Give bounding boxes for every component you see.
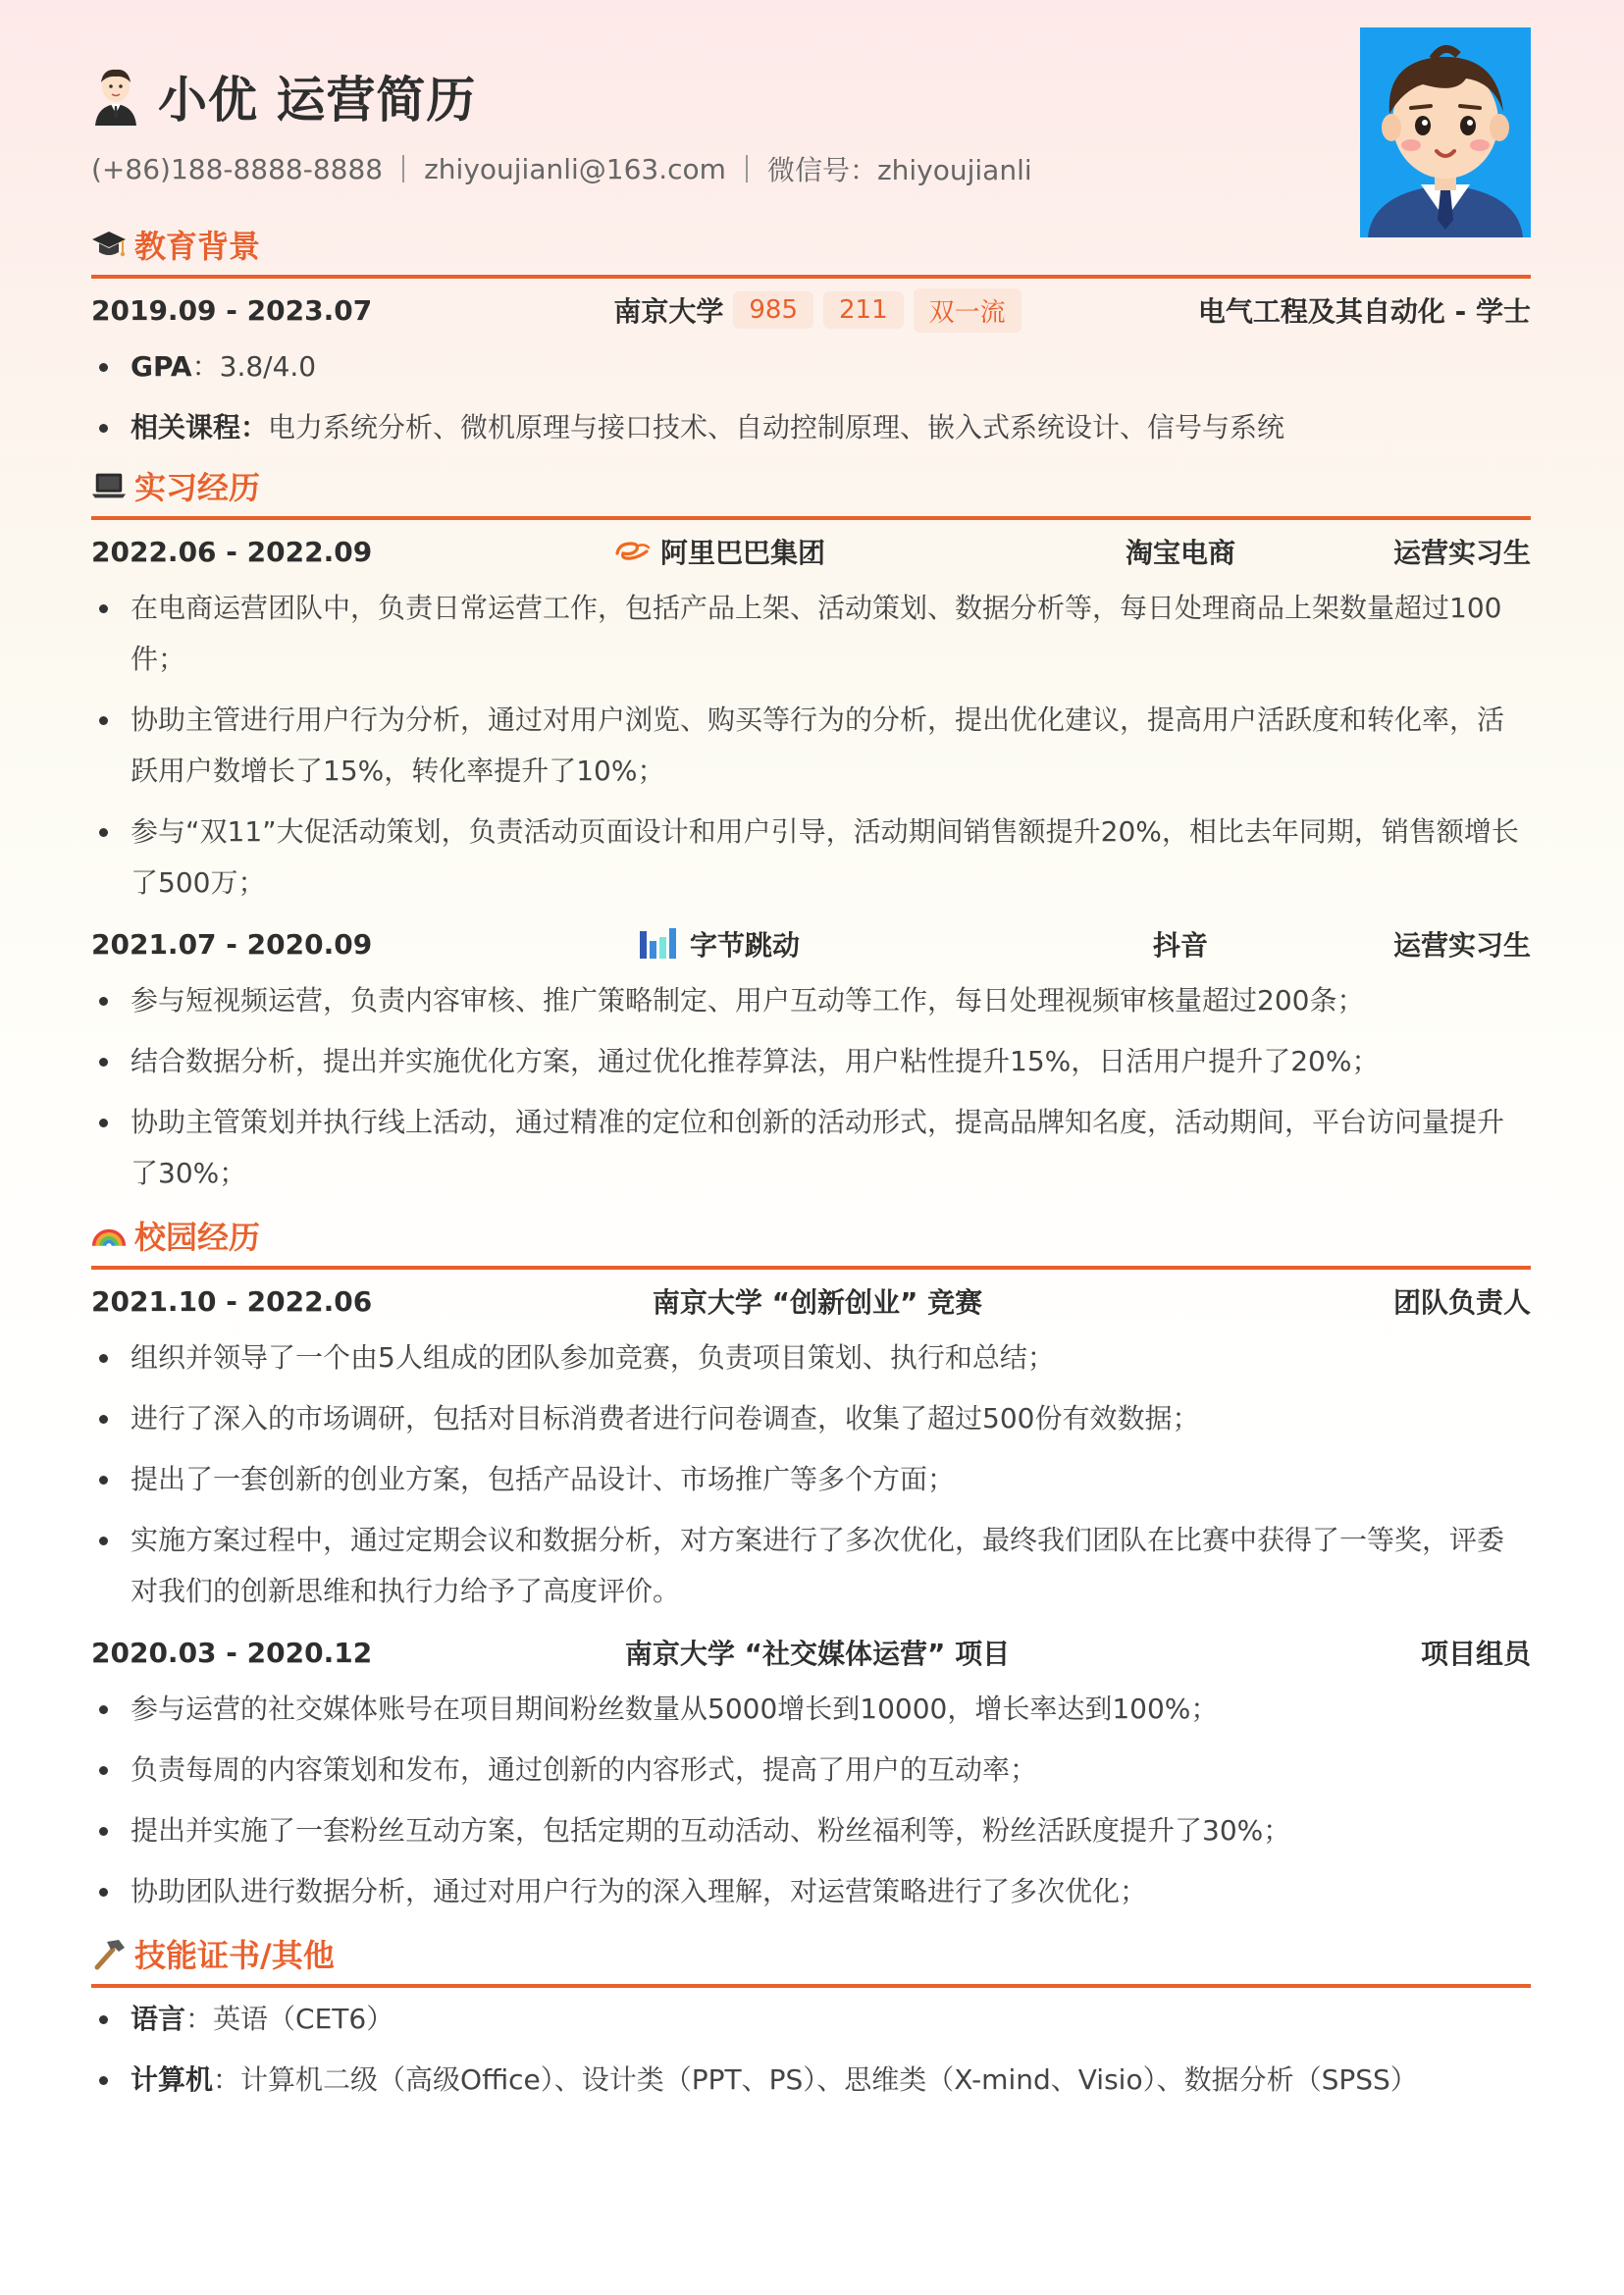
skills-section xyxy=(91,1923,1531,2106)
list-item: 实施方案过程中，通过定期会议和数据分析，对方案进行了多次优化，最终我们团队在比赛中获得了一等奖，评委对我们的创新思维和执行力给予了高度评价。 xyxy=(91,1515,1531,1617)
list-item: 参与短视频运营，负责内容审核、推广策略制定、用户互动等工作，每日处理视频审核量超过200条； xyxy=(91,975,1531,1026)
name-row xyxy=(91,61,476,131)
department: 抖音 xyxy=(1152,929,1208,962)
avatar-illustration xyxy=(1360,27,1531,237)
project-details xyxy=(91,1332,1531,1617)
section-header xyxy=(91,1205,1531,1270)
email-address: zhiyoujianli@163.com xyxy=(424,152,726,185)
list-item: 进行了深入的市场调研，包括对目标消费者进行问卷调查，收集了超过500份有效数据； xyxy=(91,1393,1531,1444)
section-title: 校园经历 xyxy=(134,1219,261,1256)
contact-row xyxy=(91,149,1032,188)
date-range: 2020.03 - 2020.12 xyxy=(91,1636,373,1669)
list-item: 协助主管进行用户行为分析，通过对用户浏览、购买等行为的分析，提出优化建议，提高用户活跃度和转化率，活跃用户数增长了15%，转化率提升了10%； xyxy=(91,695,1531,797)
project-role: 团队负责人 xyxy=(1392,1286,1531,1319)
date-range: 2019.09 - 2023.07 xyxy=(91,293,373,327)
company-info xyxy=(523,924,916,964)
date-range: 2022.06 - 2022.09 xyxy=(91,535,373,568)
company-info xyxy=(523,532,916,571)
list-item: 组织并领导了一个由5人组成的团队参加竞赛，负责项目策划、执行和总结； xyxy=(91,1332,1531,1383)
section-title: 实习经历 xyxy=(134,469,261,506)
school-name: 南京大学 xyxy=(613,295,724,328)
section-header xyxy=(91,1923,1531,1988)
job-role: 运营实习生 xyxy=(1392,929,1531,962)
rainbow-icon xyxy=(91,1218,127,1253)
list-item: 协助团队进行数据分析，通过对用户行为的深入理解，对运营策略进行了多次优化； xyxy=(91,1866,1531,1917)
list-item: 相关课程：电力系统分析、微机原理与接口技术、自动控制原理、嵌入式系统设计、信号与系统 xyxy=(91,402,1531,453)
list-item: 提出了一套创新的创业方案，包括产品设计、市场推广等多个方面； xyxy=(91,1454,1531,1505)
wechat-id: 微信号：zhiyoujianli xyxy=(766,154,1032,186)
section-title: 教育背景 xyxy=(134,228,261,265)
project-name: 南京大学 “社交媒体运营” 项目 xyxy=(624,1638,1011,1670)
job-details xyxy=(91,975,1531,1199)
date-range: 2021.10 - 2022.06 xyxy=(91,1284,373,1318)
school-tag: 211 xyxy=(823,291,904,329)
list-item: 协助主管策划并执行线上活动，通过精准的定位和创新的活动形式，提高品牌知名度，活动期间，平台访问量提升了30%； xyxy=(91,1097,1531,1199)
job-row xyxy=(91,913,1531,975)
list-item: 参与运营的社交媒体账号在项目期间粉丝数量从5000增长到10000，增长率达到100%； xyxy=(91,1684,1531,1735)
resume-page xyxy=(91,0,1531,2115)
company-name: 字节跳动 xyxy=(689,929,800,962)
alibaba-logo-icon xyxy=(613,540,651,563)
campus-section xyxy=(91,1205,1531,1917)
project-name: 南京大学 “创新创业” 竞赛 xyxy=(652,1286,983,1319)
divider xyxy=(746,155,748,183)
school-info xyxy=(523,288,1112,333)
list-item: 结合数据分析，提出并实施优化方案，通过优化推荐算法，用户粘性提升15%，日活用户提升了20%； xyxy=(91,1036,1531,1087)
list-item: 参与“双11”大促活动策划，负责活动页面设计和用户引导，活动期间销售额提升20%，相比去年同期，销售额增长了500万； xyxy=(91,807,1531,909)
section-title: 技能证书/其他 xyxy=(134,1937,335,1974)
project-row xyxy=(91,1270,1531,1332)
avatar xyxy=(1360,27,1531,237)
project-role: 项目组员 xyxy=(1420,1638,1531,1670)
person-icon xyxy=(91,67,140,126)
school-tag: 985 xyxy=(733,291,813,329)
list-item: GPA：3.8/4.0 xyxy=(91,341,1531,392)
laptop-icon xyxy=(91,468,127,503)
project-row xyxy=(91,1621,1531,1684)
page-title: 小优 运营简历 xyxy=(158,72,477,129)
list-item: 在电商运营团队中，负责日常运营工作，包括产品上架、活动策划、数据分析等，每日处理商品上架数量超过100件； xyxy=(91,583,1531,685)
list-item: 语言：英语（CET6） xyxy=(91,1994,1531,2045)
bytedance-logo-icon xyxy=(639,927,680,961)
project-details xyxy=(91,1684,1531,1917)
education-details xyxy=(91,341,1531,453)
school-tag: 双一流 xyxy=(914,288,1022,333)
job-role: 运营实习生 xyxy=(1392,537,1531,569)
list-item: 提出并实施了一套粉丝互动方案，包括定期的互动活动、粉丝福利等，粉丝活跃度提升了30%； xyxy=(91,1805,1531,1856)
resume-header xyxy=(91,0,1531,250)
skills-details xyxy=(91,1994,1531,2106)
job-details xyxy=(91,583,1531,909)
list-item: 负责每周的内容策划和发布，通过创新的内容形式，提高了用户的互动率； xyxy=(91,1745,1531,1796)
divider xyxy=(402,155,404,183)
education-row xyxy=(91,279,1531,341)
date-range: 2021.07 - 2020.09 xyxy=(91,927,373,961)
major: 电气工程及其自动化 - 学士 xyxy=(1197,295,1531,328)
job-row xyxy=(91,520,1531,583)
section-header xyxy=(91,455,1531,520)
list-item: 计算机：计算机二级（高级Office）、设计类（PPT、PS）、思维类（X-mind、Visio）、数据分析（SPSS） xyxy=(91,2055,1531,2106)
phone-number: (+86)188-8888-8888 xyxy=(91,152,384,185)
hammer-icon xyxy=(91,1936,127,1971)
company-name: 阿里巴巴集团 xyxy=(659,537,825,569)
internship-section xyxy=(91,455,1531,1199)
department: 淘宝电商 xyxy=(1125,537,1235,569)
